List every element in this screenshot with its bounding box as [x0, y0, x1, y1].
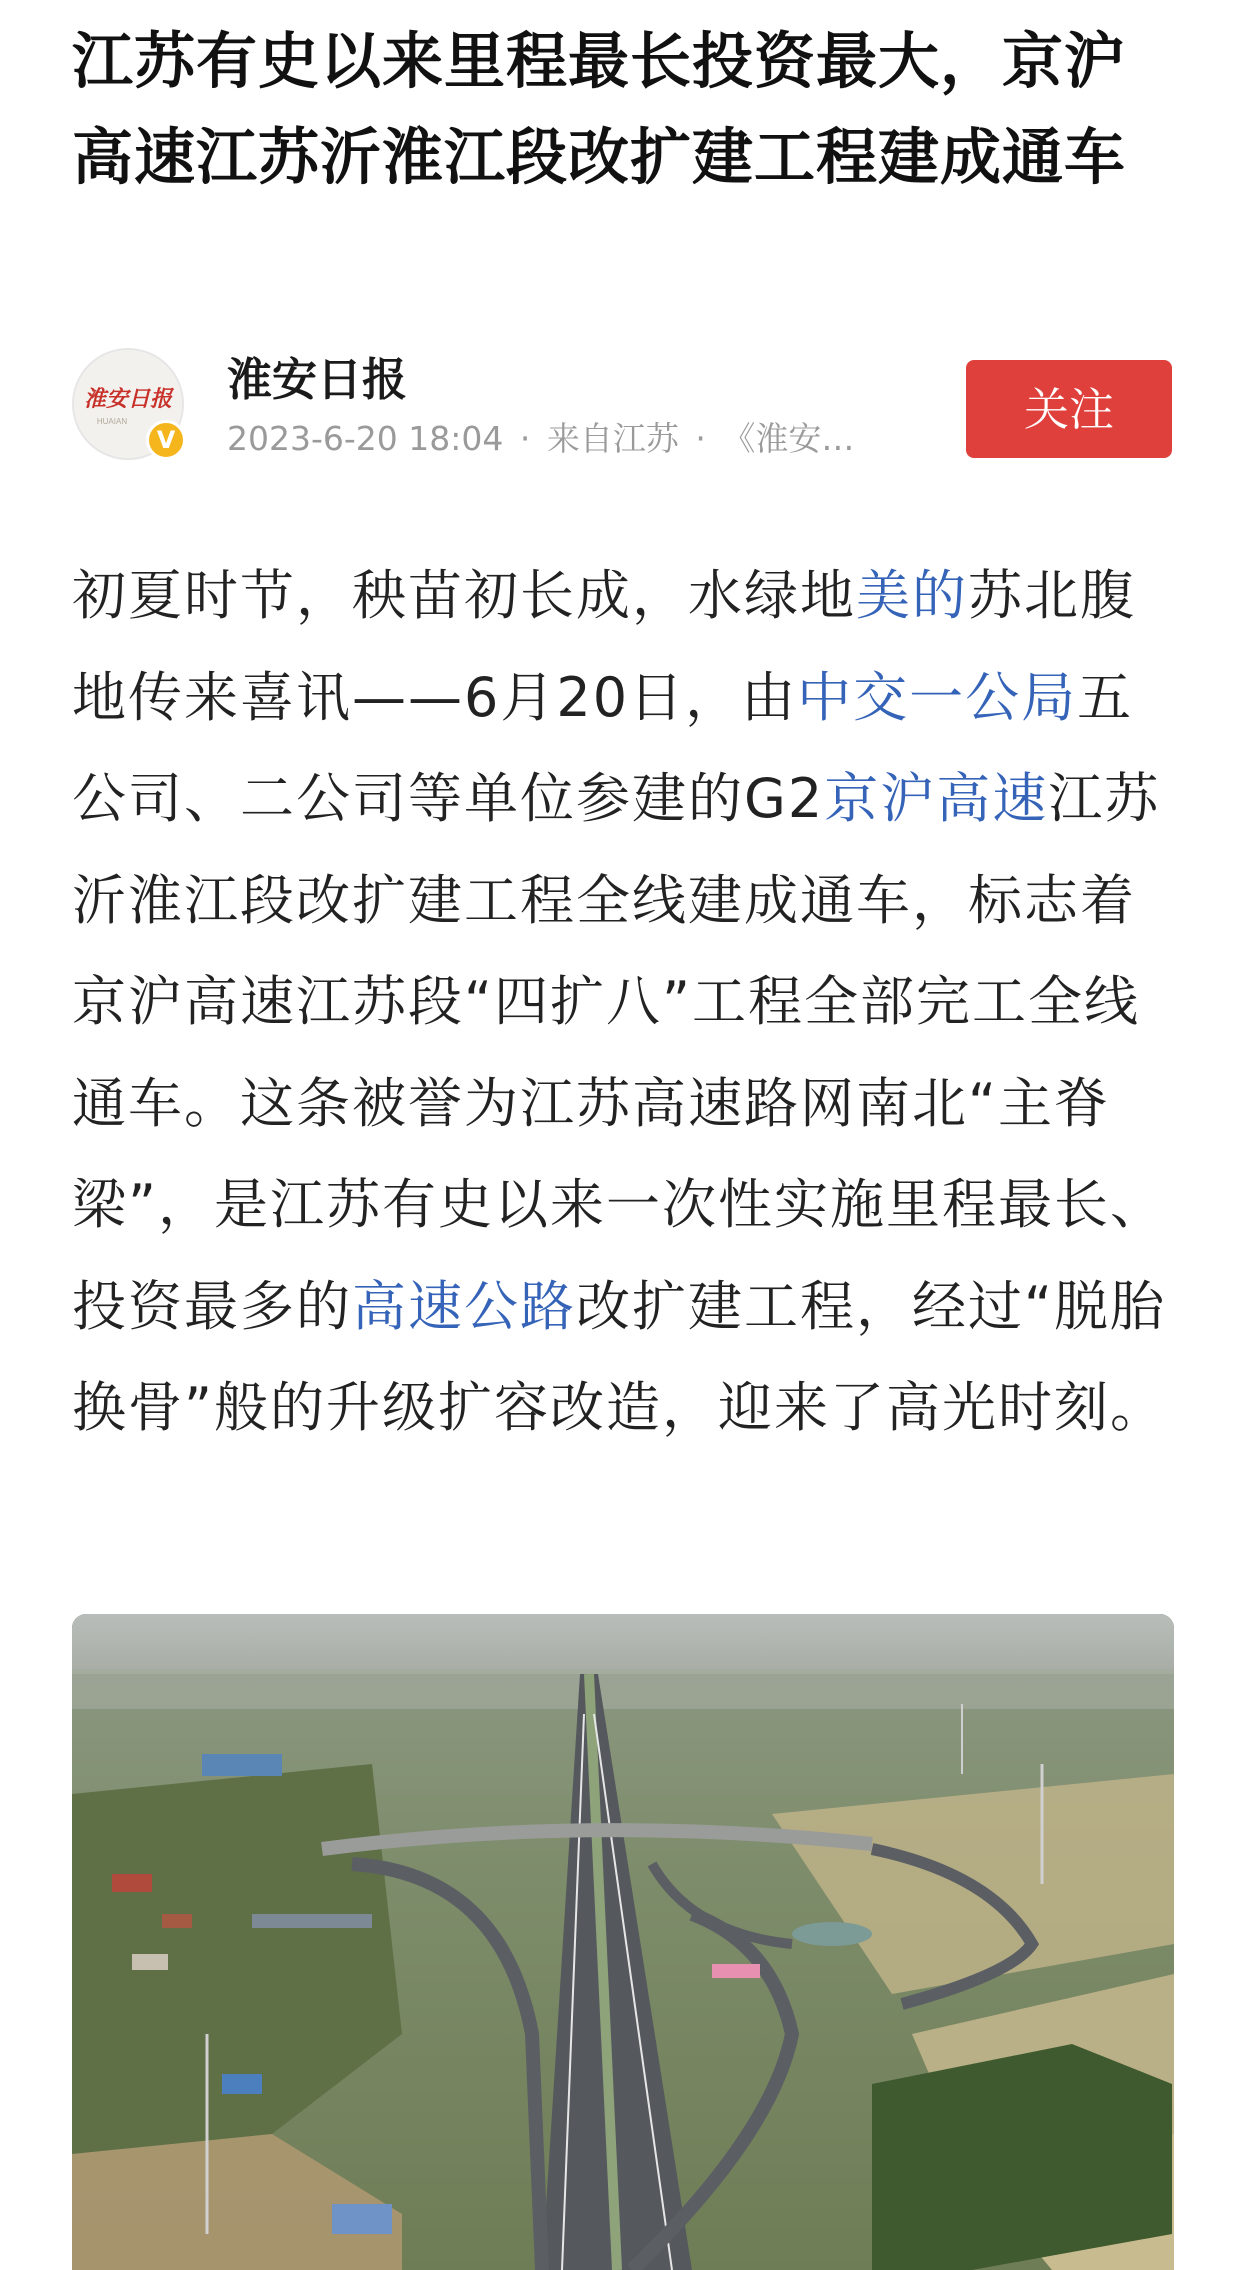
article-photo[interactable] [72, 1614, 1174, 2270]
meta-separator: · [695, 419, 706, 458]
meta-separator: · [519, 419, 531, 458]
verified-badge: V [146, 420, 186, 460]
body-text-segment: 改扩建工程，经过“脱胎换骨”般的升级扩容改造，迎来了高光时刻。 [72, 1274, 1166, 1439]
avatar-logo-subtext: HUAIAN [96, 417, 128, 426]
article-title: 江苏有史以来里程最长投资最大，京沪高速江苏沂淮江段改扩建工程建成通车 [72, 26, 1127, 193]
body-text-segment: 初夏时节，秧苗初长成，水绿地 [72, 564, 856, 627]
highway-aerial-photo [72, 1614, 1174, 2270]
post-location: 来自江苏 [546, 419, 679, 458]
keyword-link[interactable]: 京沪高速 [824, 767, 1049, 830]
body-text-segment: 五公司、二公司等单位参建的G2 [72, 665, 1134, 830]
author-row [72, 348, 1172, 466]
author-meta [227, 418, 947, 460]
avatar[interactable] [72, 348, 184, 460]
body-text-segment: 苏北腹地传来喜讯——6月20日，由 [72, 564, 1136, 729]
post-source[interactable]: 《淮安… [722, 419, 855, 458]
post-date: 2023-6-20 18:04 [227, 419, 504, 458]
article-body [72, 545, 1182, 1459]
author-name[interactable]: 淮安日报 [227, 353, 408, 406]
body-text-segment: 江苏沂淮江段改扩建工程全线建成通车，标志着京沪高速江苏段“四扩八”工程全部完工全线通车。这条被誉为江苏高速路网南北“主脊梁”，是江苏有史以来一次性实施里程最长、投资最多的 [72, 767, 1166, 1338]
keyword-link[interactable]: 中交一公局 [797, 665, 1078, 729]
keyword-link[interactable]: 高速公路 [352, 1274, 576, 1338]
follow-button[interactable]: 关注 [966, 360, 1172, 458]
avatar-logo-text: 淮安日报 [83, 386, 173, 412]
keyword-link[interactable]: 美的 [856, 564, 968, 627]
